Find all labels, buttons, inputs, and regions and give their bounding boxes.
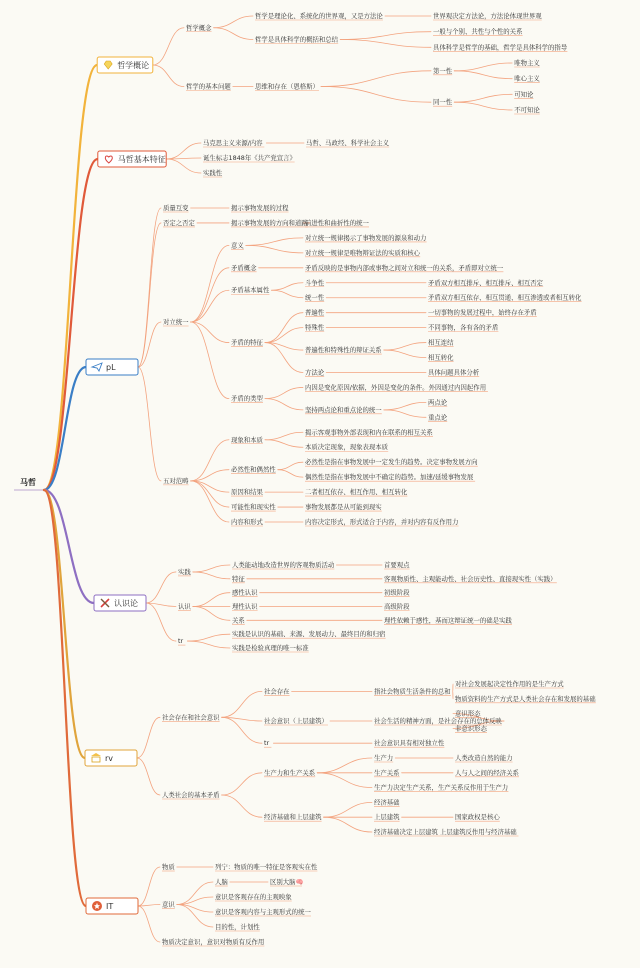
node-pl-2-3-2[interactable]: 普遍性和特殊性的辩证关系	[305, 345, 382, 354]
node-philosophy-1[interactable]: 哲学的基本问题	[186, 82, 231, 91]
edge-pl-2-4-1-1	[384, 410, 426, 417]
node-it-1-0-0[interactable]: 区别大脑🧠	[270, 877, 304, 886]
edge-root-to-it	[44, 490, 86, 906]
node-iv-0-0-0-0[interactable]: 对社会发展起决定性作用的是生产方式	[455, 679, 564, 688]
node-epistemology-1-0-0[interactable]: 初级阶段	[384, 588, 410, 597]
node-pl-3-1-0[interactable]: 必然性是指在事物发展中一定发生的趋势。决定事物发展方向	[305, 457, 478, 466]
node-iv-0[interactable]: 社会存在和社会意识	[162, 712, 220, 721]
category-label: pL	[106, 363, 116, 372]
node-epistemology-1-1-0[interactable]: 高级阶段	[384, 602, 410, 611]
node-philosophy-1-0-1-0[interactable]: 可知论	[514, 89, 534, 98]
node-epistemology-0-0[interactable]: 人类能动地改造世界的客观物质活动	[232, 560, 335, 569]
node-pl-2-3[interactable]: 矛盾的特征	[231, 338, 264, 347]
node-iv-1-1-2[interactable]: 经济基础决定上层建筑 上层建筑反作用与经济基础	[374, 827, 517, 836]
node-iv-1-0[interactable]: 生产力和生产关系	[264, 768, 316, 777]
node-epistemology-0-1-0[interactable]: 客观物质性、主观能动性、社会历史性、直接现实性（实践）	[384, 574, 557, 583]
edge-pl-2-2-0	[271, 283, 303, 290]
edge-epistemology-0-1	[193, 572, 230, 579]
node-pl-2-0[interactable]: 意义	[231, 240, 244, 249]
node-pl-2-0-1[interactable]: 对立统一规律是唯物辩证法的实质和核心	[305, 248, 421, 257]
node-philosophy-1-0-1-1[interactable]: 不可知论	[514, 105, 540, 114]
edge-pl-2-3-2-1	[384, 350, 426, 357]
edge-pl-2-4-0	[265, 387, 303, 398]
node-pl-3-1[interactable]: 必然性和偶然性	[231, 465, 276, 474]
node-it-0[interactable]: 物质	[162, 862, 175, 871]
node-iv-0-1-0-0[interactable]: 意识形态	[455, 709, 481, 718]
node-pl-0-0[interactable]: 揭示事物发展的过程	[231, 203, 289, 212]
node-epistemology-1-0[interactable]: 感性认识	[232, 588, 258, 597]
edge-iv-1-0-2	[317, 773, 372, 788]
node-pl-0[interactable]: 质量互变	[163, 203, 189, 212]
node-iv-1-0-2[interactable]: 生产力决定生产关系，生产关系反作用于生产力	[374, 783, 508, 792]
node-it-1-3[interactable]: 目的性，计划性	[215, 922, 260, 931]
node-pl-3-4-0[interactable]: 内容决定形式，形式适合于内容，并对内容有反作用力	[305, 517, 458, 526]
node-iv-1-0-0[interactable]: 生产力	[374, 753, 393, 762]
node-iv-1-1-1[interactable]: 上层建筑	[374, 812, 400, 821]
node-pl-2-3-3-0[interactable]: 具体问题具体分析	[428, 367, 480, 376]
edge-pl-3-4	[191, 481, 229, 522]
category-label: IT	[106, 902, 113, 911]
node-pl-2[interactable]: 对立统一	[163, 317, 189, 326]
node-philosophy-0-0[interactable]: 哲学是理论化、系统化的世界观，又是方法论	[255, 11, 383, 20]
node-pl-3-0-1[interactable]: 本质决定现象，现象表现本质	[305, 442, 389, 451]
node-philosophy-0-1[interactable]: 哲学是具体科学的概括和总结	[255, 35, 339, 44]
node-iv-1-1-1-0[interactable]: 国家政权是核心	[455, 812, 500, 821]
node-philosophy-1-0-0[interactable]: 第一性	[433, 66, 453, 75]
node-pl-3-4[interactable]: 内容和形式	[231, 517, 264, 526]
node-epistemology-0-0-0[interactable]: 首要观点	[384, 560, 410, 569]
edge-iv-1-1	[222, 795, 262, 817]
edge-iv-1-0-0	[317, 758, 372, 773]
edge-epistemology-1-0	[193, 593, 230, 607]
node-epistemology-2[interactable]: tr	[178, 637, 184, 645]
edge-pl-2-0	[191, 245, 229, 322]
edge-features-2	[166, 159, 201, 173]
star-icon	[92, 901, 102, 911]
edge-pl-2-3-3	[265, 343, 303, 373]
node-pl-2-4[interactable]: 矛盾的类型	[231, 394, 264, 403]
category-label: 认识论	[114, 598, 138, 608]
edge-pl-3-1-1	[278, 470, 303, 477]
node-pl-2-3-3[interactable]: 方法论	[305, 367, 325, 376]
node-iv-1-0-1-0[interactable]: 人与人之间的经济关系	[455, 768, 520, 777]
node-features-2[interactable]: 实践性	[203, 168, 223, 177]
edge-iv-0	[137, 717, 160, 758]
edge-epistemology-0-0	[193, 565, 230, 572]
node-philosophy-0-1-1[interactable]: 具体科学是哲学的基础，哲学是具体科学的指导	[433, 42, 568, 51]
edge-pl-2-3-1	[265, 328, 303, 343]
node-pl-2-2-1[interactable]: 统一性	[305, 293, 325, 302]
edge-pl-3-3	[191, 481, 229, 507]
node-philosophy-1-0[interactable]: 思维和存在（恩格斯）	[255, 82, 319, 91]
node-pl-3[interactable]: 五对范畴	[163, 476, 189, 485]
node-iv-0-0-0-1[interactable]: 物质资料的生产方式是人类社会存在和发展的基础	[455, 694, 596, 703]
category-label: rv	[105, 754, 113, 763]
node-pl-3-1-1[interactable]: 偶然性是指在事物发展中不确定的趋势。加速/延缓事物发展	[305, 472, 474, 481]
node-iv-0-1-0[interactable]: 社会生活的精神方面，是社会存在的总体反映	[374, 716, 502, 725]
node-philosophy-0-0-0[interactable]: 世界观决定方法论，方法论体现世界观	[433, 11, 542, 20]
node-iv-0-1-0-1[interactable]: 非意识形态	[455, 723, 488, 732]
node-epistemology-1[interactable]: 认识	[178, 602, 191, 611]
edge-pl-2-0-1	[246, 245, 303, 252]
node-philosophy-0[interactable]: 哲学概念	[186, 23, 212, 32]
edge-philosophy-1-0-0-1	[454, 71, 512, 79]
node-it-1[interactable]: 意识	[162, 900, 175, 909]
edge-pl-3-0-0	[265, 432, 303, 439]
edge-pl-2-4-1	[265, 399, 303, 410]
edge-philosophy-1-0-1-0	[454, 94, 512, 102]
edge-philosophy-1-0-0-0	[454, 63, 512, 71]
node-epistemology-2-1[interactable]: 实践是检验真理的唯一标准	[232, 643, 309, 652]
node-pl-2-0-0[interactable]: 对立统一规律揭示了事物发展的源泉和动力	[305, 233, 426, 242]
edge-philosophy-1-0-1	[321, 87, 431, 103]
node-philosophy-1-0-1[interactable]: 同一性	[433, 97, 453, 106]
node-pl-3-0[interactable]: 现象和本质	[231, 435, 264, 444]
node-iv-1-1-0[interactable]: 经济基础	[374, 797, 400, 806]
node-iv-1-0-1[interactable]: 生产关系	[374, 768, 400, 777]
node-epistemology-1-1[interactable]: 理性认识	[232, 602, 258, 611]
edge-epistemology-0	[146, 572, 176, 603]
node-pl-1-0[interactable]: 揭示事物发展的方向和道路	[231, 218, 308, 227]
edge-philosophy-0-1-0	[340, 32, 431, 40]
edge-pl-2-3-0	[265, 313, 303, 343]
category-iv[interactable]	[85, 750, 137, 766]
node-iv-0-2[interactable]: tr	[264, 739, 270, 747]
mind-map-nodes	[20, 11, 596, 946]
node-epistemology-2-0[interactable]: 实践是认识的基础、来源、发展动力、最终目的和归宿	[232, 629, 386, 638]
edge-iv-0-0	[222, 691, 262, 717]
node-features-0-0[interactable]: 马哲、马政经、科学社会主义	[306, 138, 390, 147]
node-pl-2-3-0[interactable]: 普遍性	[305, 308, 325, 317]
node-epistemology-0[interactable]: 实践	[178, 567, 191, 576]
edge-epistemology-2-0	[187, 634, 230, 641]
node-pl-2-3-1-0[interactable]: 不同事物，各有各的矛盾	[428, 323, 499, 332]
category-label: 马哲基本特征	[118, 154, 166, 164]
node-features-0[interactable]: 马克思主义来源/内容	[203, 138, 263, 147]
node-iv-0-0[interactable]: 社会存在	[264, 686, 290, 695]
edge-philosophy-1-0-0	[321, 71, 431, 87]
node-it-2[interactable]: 物质决定意识，意识对物质有反作用	[162, 937, 264, 946]
edge-pl-2-4	[191, 322, 229, 399]
edge-philosophy-1	[153, 65, 184, 87]
edge-pl-3	[138, 367, 161, 481]
node-pl-2-2-0-0[interactable]: 矛盾双方相互排斥、相互排斥、相互否定	[428, 278, 544, 287]
node-pl-3-3-0[interactable]: 事物发展都是从可能到现实	[305, 502, 382, 511]
node-pl-3-0-0[interactable]: 揭示客观事物外部表现和内在联系的相互关系	[305, 427, 433, 436]
edge-pl-2-2-1	[271, 290, 303, 297]
node-pl-2-4-1-1[interactable]: 重点论	[428, 412, 448, 421]
node-pl-2-4-0[interactable]: 内因是变化原因/依据，外因是变化的条件。外因通过内因起作用	[305, 382, 486, 391]
edge-pl-3-1-0	[278, 462, 303, 469]
node-pl-2-1-0[interactable]: 矛盾反映的是事物内部或事物之间对立和统一的关系，矛盾即对立统一	[305, 263, 504, 272]
category-it[interactable]	[86, 898, 138, 914]
edge-philosophy-0-1-1	[340, 40, 431, 48]
edge-philosophy-0-1	[214, 28, 253, 40]
node-pl-3-3[interactable]: 可能性和现实性	[231, 502, 276, 511]
node-philosophy-1-0-0-0[interactable]: 唯物主义	[514, 58, 540, 67]
node-pl-3-2-0[interactable]: 二者相互依存、相互作用、相互转化	[305, 487, 408, 496]
node-pl-2-3-0-0[interactable]: 一切事物的发展过程中，始终存在矛盾	[428, 308, 537, 317]
category-philosophy[interactable]	[97, 57, 153, 73]
edge-features-0	[166, 143, 201, 159]
node-pl-2-3-2-1[interactable]: 相互转化	[428, 353, 454, 362]
edge-epistemology-2-1	[187, 641, 230, 648]
node-pl-2-2-0[interactable]: 斗争性	[305, 278, 325, 287]
edge-iv-1	[137, 758, 160, 795]
node-features-1[interactable]: 诞生标志1848年《共产党宣言》	[203, 153, 296, 162]
node-it-1-2[interactable]: 意识是客观内容与主观形式的统一	[215, 907, 311, 916]
node-pl-1[interactable]: 否定之否定	[163, 218, 196, 227]
edge-iv-1-1-2	[324, 817, 372, 832]
edge-iv-1-1-0	[324, 802, 372, 817]
node-pl-2-3-2-0[interactable]: 相互连结	[428, 338, 454, 347]
edge-it-0	[138, 867, 160, 906]
node-epistemology-0-1[interactable]: 特征	[232, 574, 245, 583]
node-it-1-1[interactable]: 意识是客观存在的主观映象	[215, 892, 292, 901]
node-iv-0-0-0[interactable]: 指社会物质生活条件的总和	[374, 686, 451, 695]
edge-root-to-features	[44, 159, 98, 490]
node-iv-1-0-0-0[interactable]: 人类改造自然的能力	[455, 753, 513, 762]
edge-pl-2-4-1-0	[384, 402, 426, 409]
edge-epistemology-1-2	[193, 607, 230, 621]
node-philosophy-1-0-0-1[interactable]: 唯心主义	[514, 74, 540, 83]
node-it-0-0[interactable]: 列宁：物质的唯一特征是客观实在性	[215, 862, 318, 871]
node-pl-2-4-1[interactable]: 坚持两点论和重点论的统一	[305, 405, 382, 414]
edge-philosophy-0	[153, 28, 184, 65]
edge-it-2	[138, 906, 160, 942]
node-pl-1-0-0[interactable]: 前进性和曲折性的统一	[305, 218, 370, 227]
category-epistemology[interactable]	[94, 595, 146, 611]
node-pl-3-2[interactable]: 原因和结果	[231, 487, 264, 496]
node-philosophy-0-1-0[interactable]: 一般与个别、共性与个性的关系	[433, 27, 523, 36]
edge-pl-2-3-2-0	[384, 343, 426, 350]
node-pl-2-3-1[interactable]: 特殊性	[305, 323, 325, 332]
node-iv-0-2-0[interactable]: 社会意识具有相对独立性	[374, 738, 445, 747]
category-pl[interactable]	[86, 359, 138, 375]
node-pl-2-2[interactable]: 矛盾基本属性	[231, 285, 270, 294]
edge-philosophy-0-0	[214, 16, 253, 28]
edge-philosophy-1-0-1-1	[454, 102, 512, 110]
edge-epistemology-2	[146, 603, 176, 641]
node-pl-2-1[interactable]: 矛盾概念	[231, 263, 257, 272]
node-it-1-0[interactable]: 人脑	[215, 877, 228, 886]
node-pl-2-2-1-0[interactable]: 矛盾双方相互依存、相互贯通、相互渗透或者相互转化	[428, 293, 582, 302]
node-epistemology-1-2-0[interactable]: 理性依赖于感性，基而这辩证统一的础是实践	[384, 615, 512, 624]
edge-iv-1-0	[222, 773, 262, 795]
edge-pl-3-0-1	[265, 440, 303, 447]
node-iv-1-1[interactable]: 经济基础和上层建筑	[264, 812, 322, 821]
node-pl-2-4-1-0[interactable]: 两点论	[428, 397, 448, 406]
category-label: 哲学概论	[117, 60, 149, 70]
edge-pl-2-0-0	[246, 238, 303, 245]
root-topic[interactable]: 马哲	[20, 477, 36, 487]
edge-root-to-philosophy	[44, 65, 97, 490]
node-iv-1[interactable]: 人类社会的基本矛盾	[162, 790, 220, 799]
edge-pl-2-1	[191, 268, 229, 322]
category-features[interactable]	[98, 151, 166, 167]
edge-pl-3-0	[191, 440, 229, 481]
node-epistemology-1-2[interactable]: 关系	[232, 615, 245, 624]
node-iv-0-1[interactable]: 社会意识（上层建筑）	[264, 716, 328, 725]
